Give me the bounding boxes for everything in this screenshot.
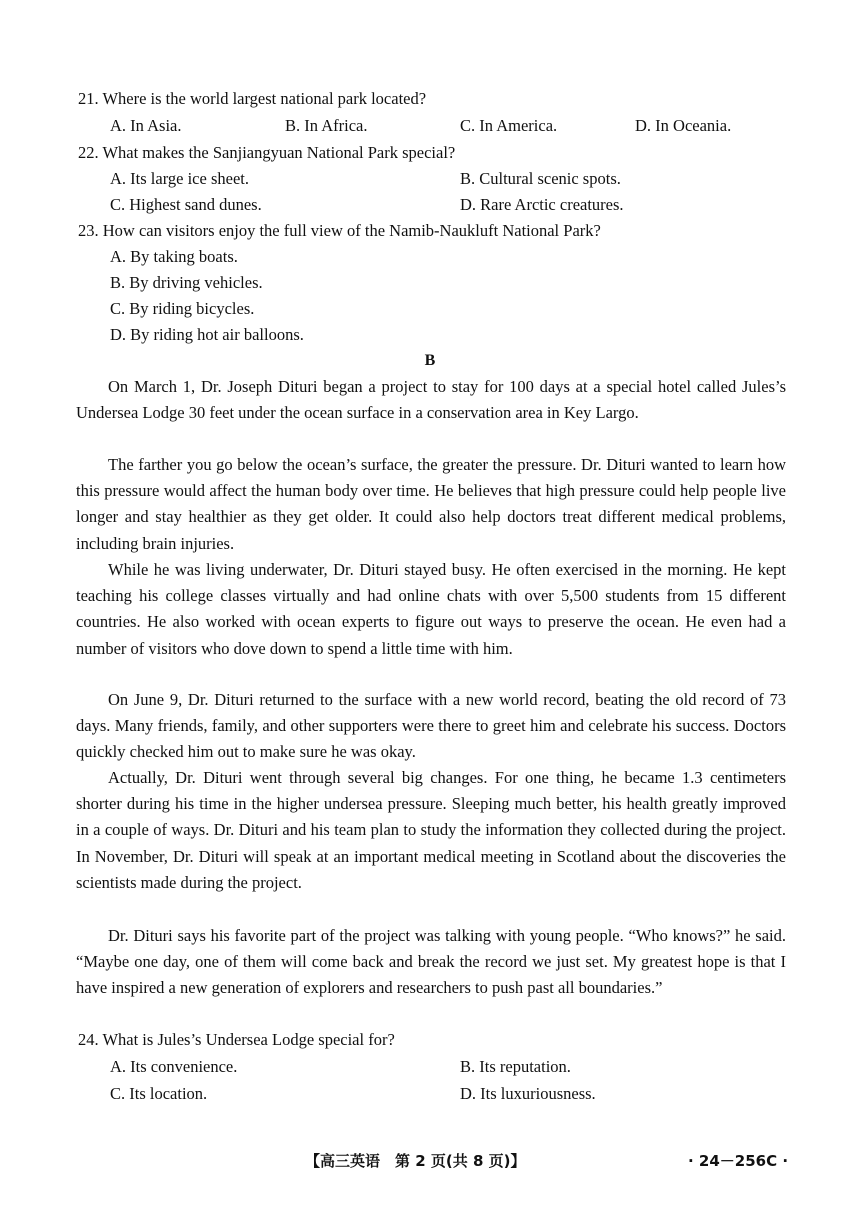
question-21-option-b: B. In Africa. (285, 116, 368, 135)
question-23-option-c: C. By riding bicycles. (110, 299, 255, 318)
passage-paragraph-6: Dr. Dituri says his favorite part of the project was talking with young people. “Who knows?” he said. “Maybe one day, one of them will come back and break the record we just set. My greatest hope is that I have inspired a new generation of explorers and researchers to push past all boundaries.” (76, 926, 786, 998)
passage-paragraph-4: On June 9, Dr. Dituri returned to the surface with a new world record, beating the old record of 73 days. Many friends, family, and other supporters were there to greet him and celebrate his success. Doctors quickly checked him out to make sure he was okay. (76, 690, 786, 762)
question-21-option-d: D. In Oceania. (635, 116, 732, 135)
question-21-option-a: A. In Asia. (110, 116, 182, 135)
section-b-heading: B (424, 352, 436, 369)
question-24-option-c: C. Its location. (110, 1084, 208, 1103)
question-23-option-b: B. By driving vehicles. (110, 273, 263, 292)
question-23-stem: 23. How can visitors enjoy the full view of the Namib-Naukluft National Park? (78, 221, 601, 240)
question-24-option-d: D. Its luxuriousness. (460, 1084, 596, 1103)
question-24-option-b: B. Its reputation. (460, 1057, 571, 1076)
question-22-stem: 22. What makes the Sanjiangyuan National Park special? (78, 143, 456, 162)
question-24-stem: 24. What is Jules’s Undersea Lodge special for? (78, 1030, 395, 1049)
question-21-option-c: C. In America. (460, 116, 558, 135)
question-22-option-b: B. Cultural scenic spots. (460, 169, 621, 188)
question-22-option-c: C. Highest sand dunes. (110, 195, 262, 214)
footer-paper-code: · 24－256C · (688, 1152, 789, 1170)
footer-page-info: 【高三英语 第 2 页(共 8 页)】 (305, 1152, 526, 1170)
passage-paragraph-3: While he was living underwater, Dr. Dituri stayed busy. He often exercised in the morning. He kept teaching his college classes virtually and had online chats with over 5,500 students from 15 different countries. He also worked with ocean experts to figure out ways to preserve the ocean. He even had a number of visitors who dove down to spend a little time with him. (76, 560, 786, 658)
question-23-option-a: A. By taking boats. (110, 247, 238, 266)
question-22-option-a: A. Its large ice sheet. (110, 169, 249, 188)
question-23-option-d: D. By riding hot air balloons. (110, 325, 304, 344)
passage-paragraph-1: On March 1, Dr. Joseph Dituri began a project to stay for 100 days at a special hotel called Jules’s Undersea Lodge 30 feet under the ocean surface in a conservation area in Key Largo. (76, 377, 786, 423)
question-22-option-d: D. Rare Arctic creatures. (460, 195, 624, 214)
question-24-option-a: A. Its convenience. (110, 1057, 238, 1076)
passage-paragraph-2: The farther you go below the ocean’s surface, the greater the pressure. Dr. Dituri wanted to learn how this pressure would affect the human body over time. He believes that high pressure could help people live longer and stay healthier as they get older. It could also help doctors treat different medical problems, including brain injuries. (76, 455, 786, 553)
passage-paragraph-5: Actually, Dr. Dituri went through several big changes. For one thing, he became 1.3 centimeters shorter during his time in the higher undersea pressure. Sleeping much better, his health greatly improved in a couple of ways. Dr. Dituri and his team plan to study the information they collected during the project. In November, Dr. Dituri will speak at an important medical meeting in Scotland about the discoveries the scientists made during the project. (76, 768, 786, 892)
question-21-stem: 21. Where is the world largest national park located? (78, 89, 427, 108)
